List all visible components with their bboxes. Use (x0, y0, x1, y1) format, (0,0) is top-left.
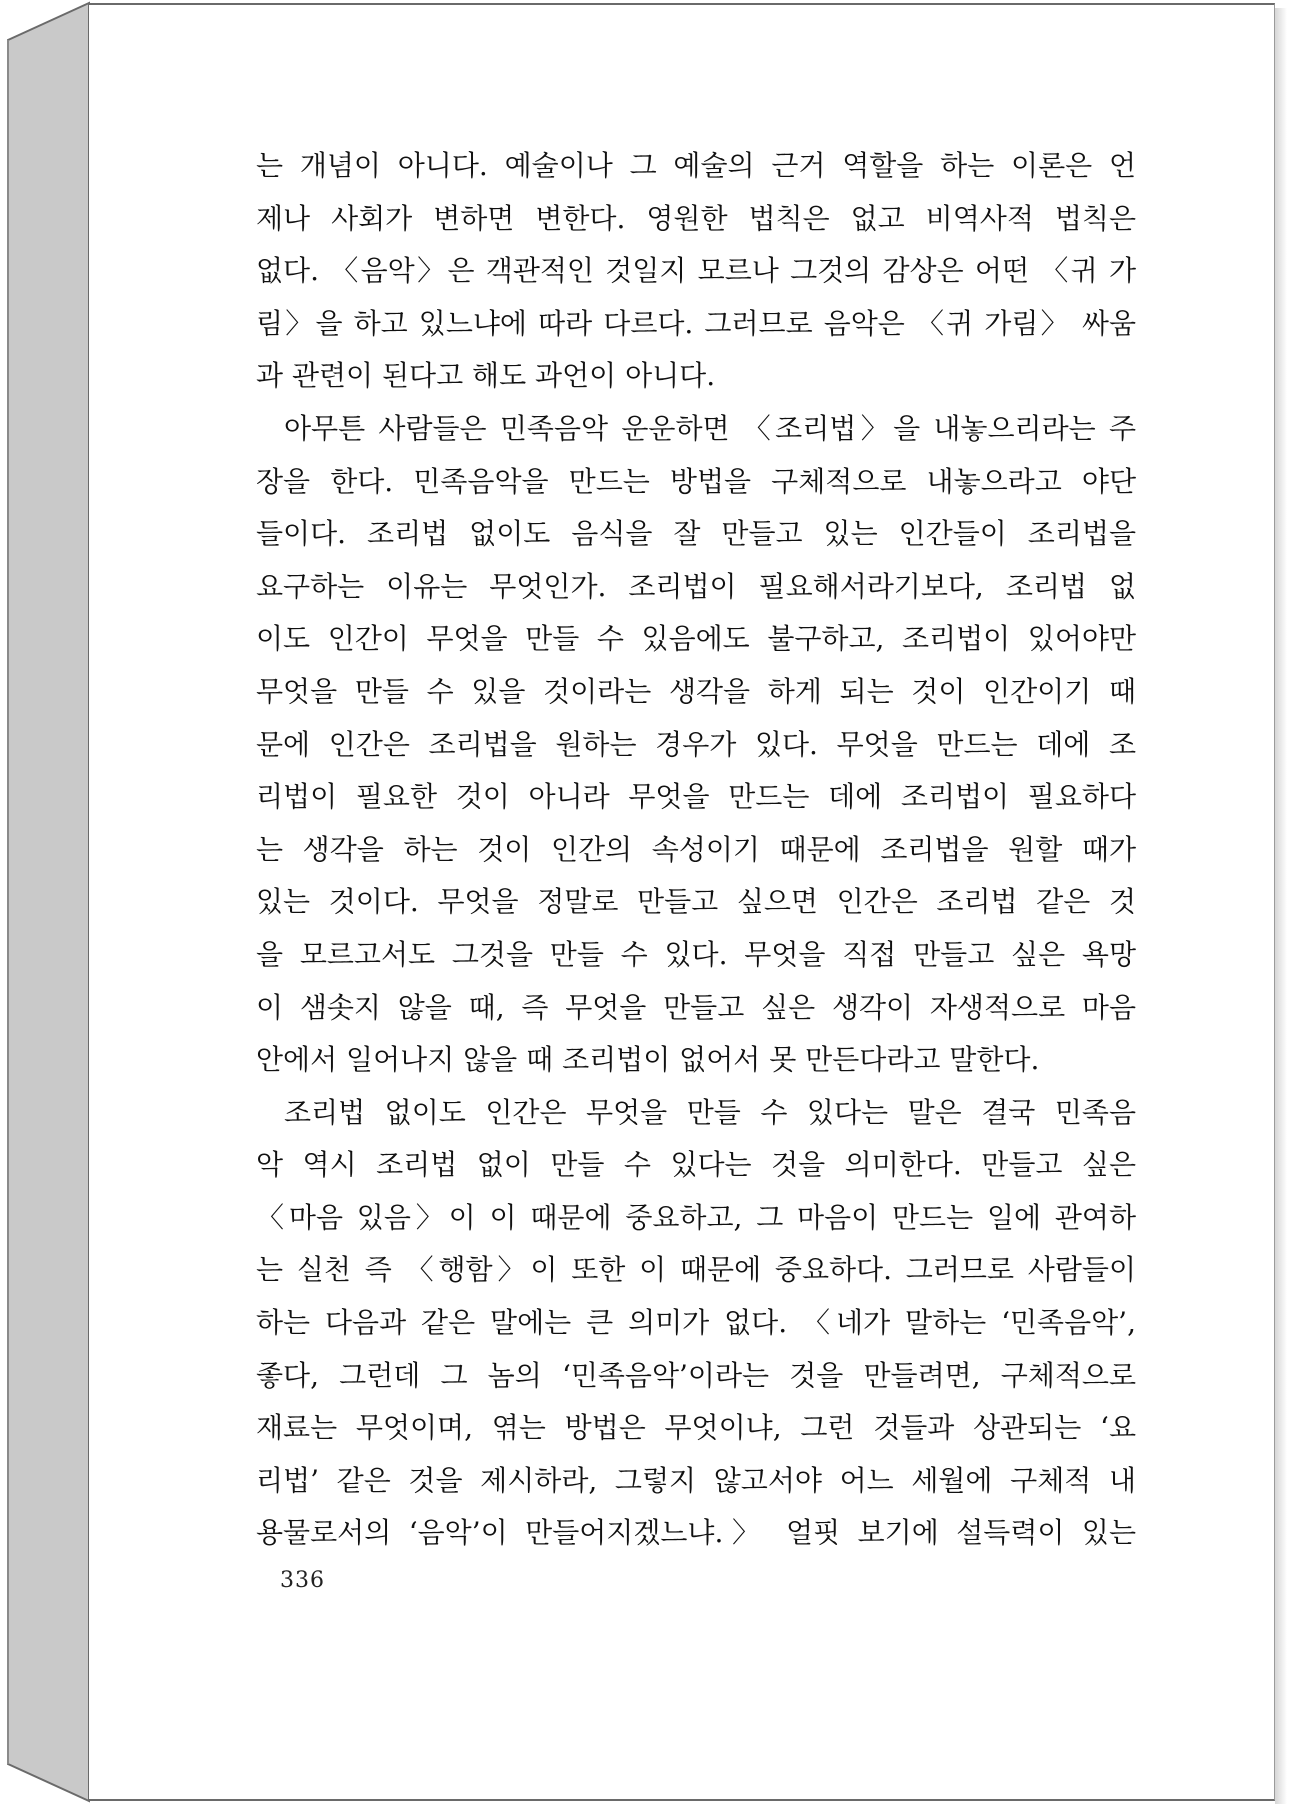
text-line: 있는 것이다. 무엇을 정말로 만들고 싶으면 인간은 조리법 같은 것 (256, 885, 1136, 919)
text-line: 장을 한다. 민족음악을 만드는 방법을 구체적으로 내놓으라고 야단 (256, 464, 1136, 498)
text-line: 을 모르고서도 그것을 만들 수 있다. 무엇을 직접 만들고 싶은 욕망 (256, 937, 1136, 971)
text-line: 재료는 무엇이며, 엮는 방법은 무엇이냐, 그런 것들과 상관되는 ‘요 (256, 1411, 1136, 1445)
text-line: 들이다. 조리법 없이도 음식을 잘 만들고 있는 인간들이 조리법을 (256, 517, 1136, 551)
text-line: 이 샘솟지 않을 때, 즉 무엇을 만들고 싶은 생각이 자생적으로 마음 (256, 990, 1136, 1024)
text-line: 는 개념이 아니다. 예술이나 그 예술의 근거 역할을 하는 이론은 언 (256, 149, 1136, 182)
text-line: 조리법 없이도 인간은 무엇을 만들 수 있다는 말은 결국 민족음 (284, 1095, 1136, 1129)
text-line: 안에서 일어나지 않을 때 조리법이 없어서 못 만든다라고 말한다. (256, 1043, 1040, 1077)
text-line: 좋다, 그런데 그 놈의 ‘민족음악’이라는 것을 만들려면, 구체적으로 (256, 1358, 1136, 1392)
text-line: 이도 인간이 무엇을 만들 수 있음에도 불구하고, 조리법이 있어야만 (256, 622, 1136, 656)
text-line: 무엇을 만들 수 있을 것이라는 생각을 하게 되는 것이 인간이기 때 (256, 674, 1136, 708)
text-line: 제나 사회가 변하면 변한다. 영원한 법칙은 없고 비역사적 법칙은 (256, 201, 1136, 235)
text-line: 리법이 필요한 것이 아니라 무엇을 만드는 데에 조리법이 필요하다 (256, 780, 1136, 814)
page-text (256, 140, 1136, 1560)
text-line: 는 실천 즉 〈행함〉이 또한 이 때문에 중요하다. 그러므로 사람들이 (256, 1253, 1136, 1287)
text-line: 용물로서의 ‘음악’이 만들어지겠느냐.〉 얼핏 보기에 설득력이 있는 (256, 1516, 1136, 1550)
text-line: 리법’ 같은 것을 제시하라, 그렇지 않고서야 어느 세월에 구체적 내 (256, 1463, 1136, 1497)
text-line: 는 생각을 하는 것이 인간의 속성이기 때문에 조리법을 원할 때가 (256, 832, 1136, 866)
text-line: 아무튼 사람들은 민족음악 운운하면 〈조리법〉을 내놓으리라는 주 (284, 411, 1136, 445)
book-spine (0, 0, 100, 1806)
text-line: 없다. 〈음악〉은 객관적인 것일지 모르나 그것의 감상은 어떤 〈귀 가 (256, 254, 1136, 288)
page-edge-shadow (1275, 8, 1287, 1804)
text-line: 〈마음 있음〉이 이 때문에 중요하고, 그 마음이 만드는 일에 관여하 (256, 1200, 1136, 1234)
text-line: 과 관련이 된다고 해도 과언이 아니다. (256, 359, 716, 393)
text-line: 림〉을 하고 있느냐에 따라 다르다. 그러므로 음악은 〈귀 가림〉 싸움 (256, 306, 1136, 340)
text-line: 하는 다음과 같은 말에는 큰 의미가 없다. 〈네가 말하는 ‘민족음악’, (256, 1306, 1136, 1340)
text-line: 요구하는 이유는 무엇인가. 조리법이 필요해서라기보다, 조리법 없 (256, 569, 1136, 603)
text-line: 문에 인간은 조리법을 원하는 경우가 있다. 무엇을 만드는 데에 조 (256, 727, 1136, 761)
page-number: 336 (280, 1568, 325, 1593)
text-line: 악 역시 조리법 없이 만들 수 있다는 것을 의미한다. 만들고 싶은 (256, 1148, 1136, 1182)
